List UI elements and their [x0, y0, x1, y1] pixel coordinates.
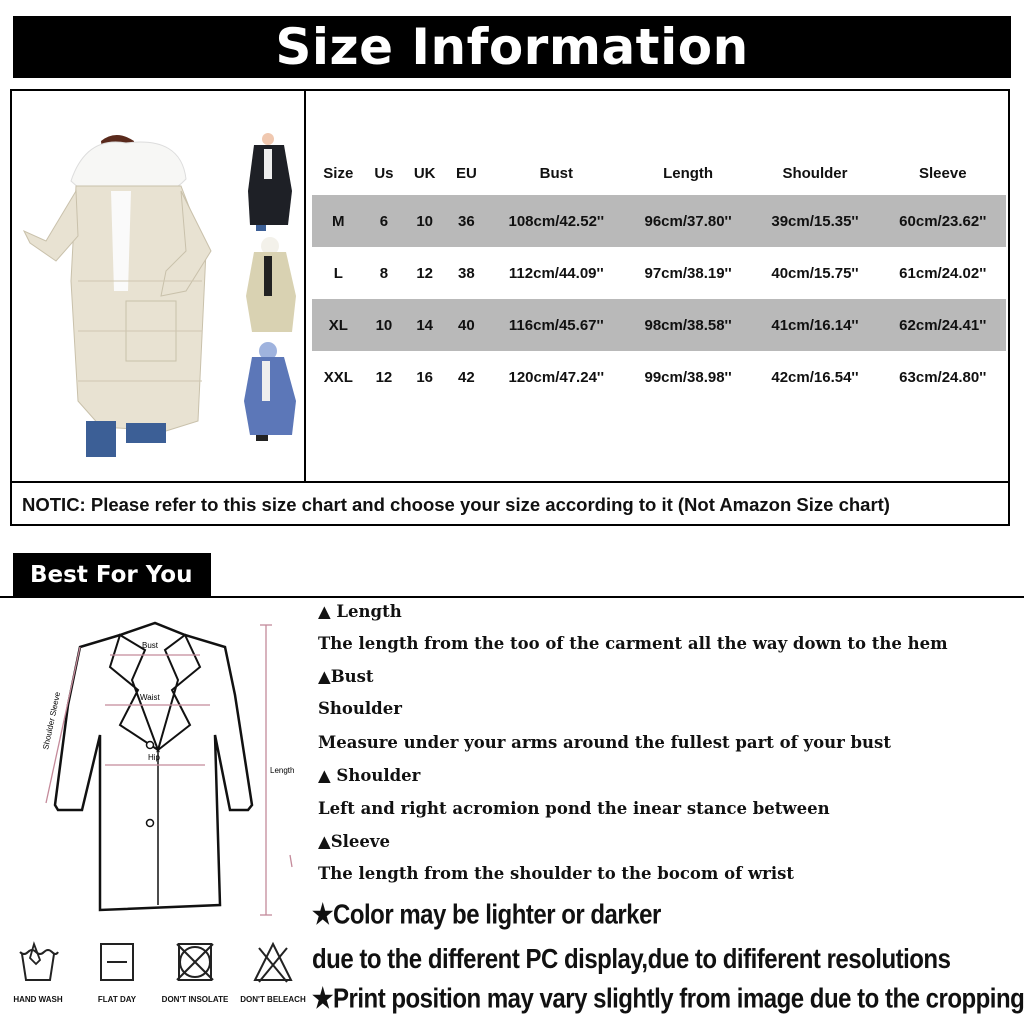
care-item: [82, 940, 152, 1004]
table-cell: 14: [403, 299, 446, 351]
table-cell: 116cm/45.67'': [487, 299, 626, 351]
color-note: ★Color may be lighter or darker: [312, 899, 661, 931]
table-cell: 63cm/24.80'': [899, 368, 987, 386]
table-cell: 40cm/15.75'': [771, 264, 859, 282]
measurement-diagram: [20, 605, 300, 925]
table-cell: 108cm/42.52'': [487, 195, 626, 247]
care-label: DON'T INSOLATE: [161, 995, 229, 1004]
table-cell: 112cm/44.09'': [508, 264, 604, 282]
model-main-photo: [16, 131, 216, 461]
table-cell: 38: [458, 264, 475, 282]
table-cell: 12: [375, 368, 393, 386]
do-not-bleach-icon: [251, 940, 295, 984]
table-cell: 12: [416, 264, 433, 282]
header-eu: EU: [455, 164, 477, 182]
table-cell: 39cm/15.35'': [750, 195, 879, 247]
table-cell: 60cm/23.62'': [880, 195, 1006, 247]
table-row: [312, 351, 1006, 403]
product-photos: [12, 91, 306, 481]
guide-line: ▲ Shoulder: [318, 766, 421, 785]
page-title: Size Information: [13, 16, 1011, 78]
care-label: FLAT DAY: [97, 995, 137, 1004]
header-sleeve: Sleeve: [919, 164, 967, 182]
table-cell: M: [312, 195, 365, 247]
care-label: HAND WASH: [13, 995, 63, 1004]
table-cell: 97cm/38.19'': [644, 264, 732, 282]
table-cell: 98cm/38.58'': [626, 299, 751, 351]
table-cell: 42cm/16.54'': [771, 368, 859, 386]
table-cell: 40: [446, 299, 487, 351]
table-cell: 96cm/37.80'': [626, 195, 751, 247]
header-size: Size: [323, 164, 354, 182]
size-chart-frame: [10, 89, 1010, 526]
header-shoulder: Shoulder: [782, 164, 848, 182]
table-row: [312, 195, 1006, 247]
table-cell: 36: [446, 195, 487, 247]
waist-label: Waist: [140, 693, 160, 702]
size-table-panel: [306, 91, 1008, 481]
table-cell: 10: [403, 195, 446, 247]
care-item: [238, 940, 308, 1004]
guide-line: Shoulder: [318, 699, 402, 718]
color-thumb-blue: [240, 341, 300, 441]
coat-outline: [55, 623, 252, 910]
color-thumb-black: [240, 131, 300, 231]
header-uk: UK: [413, 164, 436, 182]
table-cell: XL: [312, 299, 365, 351]
print-note: ★Print position may vary slightly from image due to the cropping: [312, 983, 1024, 1015]
care-item: [3, 940, 73, 1004]
size-notice: NOTIC: Please refer to this size chart and choose your size according to it (Not Amazon Size chart): [12, 481, 1008, 526]
table-cell: XXL: [323, 368, 353, 386]
hip-label: Hip: [148, 753, 161, 762]
shoulder-sleeve-label: Shoulder Sleeve: [41, 691, 63, 751]
length-label: Length: [270, 766, 295, 775]
color-thumb-khaki: [240, 236, 300, 336]
table-cell: 42: [458, 368, 475, 386]
size-table: [312, 151, 1006, 403]
hand-wash-icon: [16, 940, 60, 984]
table-cell: 120cm/47.24'': [508, 368, 605, 386]
header-us: Us: [374, 164, 394, 182]
guide-line: ▲ Length: [318, 602, 402, 621]
table-cell: 16: [416, 368, 433, 386]
table-row: [312, 299, 1006, 351]
size-table-header: [312, 151, 1006, 195]
table-row: [312, 247, 1006, 299]
guide-line: Left and right acromion pond the inear stance between: [318, 799, 830, 818]
table-cell: 61cm/24.02'': [899, 264, 987, 282]
table-cell: 8: [379, 264, 389, 282]
guide-line: The length from the too of the carment all the way down to the hem: [318, 634, 948, 653]
table-cell: 99cm/38.98'': [644, 368, 732, 386]
section-divider: [0, 596, 1024, 598]
guide-line: ▲Bust: [318, 667, 374, 686]
display-note: due to the different PC display,due to dififerent resolutions: [312, 944, 951, 976]
bust-label: Bust: [142, 641, 159, 650]
care-item: [160, 940, 230, 1004]
header-bust: Bust: [539, 164, 573, 182]
best-for-you-heading: Best For You: [13, 553, 211, 597]
do-not-insolate-icon: [173, 940, 217, 984]
table-cell: 41cm/16.14'': [750, 299, 879, 351]
table-cell: 10: [365, 299, 404, 351]
guide-line: ▲Sleeve: [318, 832, 390, 851]
table-cell: 6: [365, 195, 404, 247]
table-cell: 62cm/24.41'': [880, 299, 1006, 351]
guide-line: The length from the shoulder to the bocom of wrist: [318, 864, 795, 883]
flat-dry-icon: [95, 940, 139, 984]
header-length: Length: [663, 164, 714, 182]
table-cell: L: [333, 264, 343, 282]
care-label: DON'T BELEACH: [240, 995, 306, 1004]
guide-line: Measure under your arms around the fullest part of your bust: [318, 733, 891, 752]
